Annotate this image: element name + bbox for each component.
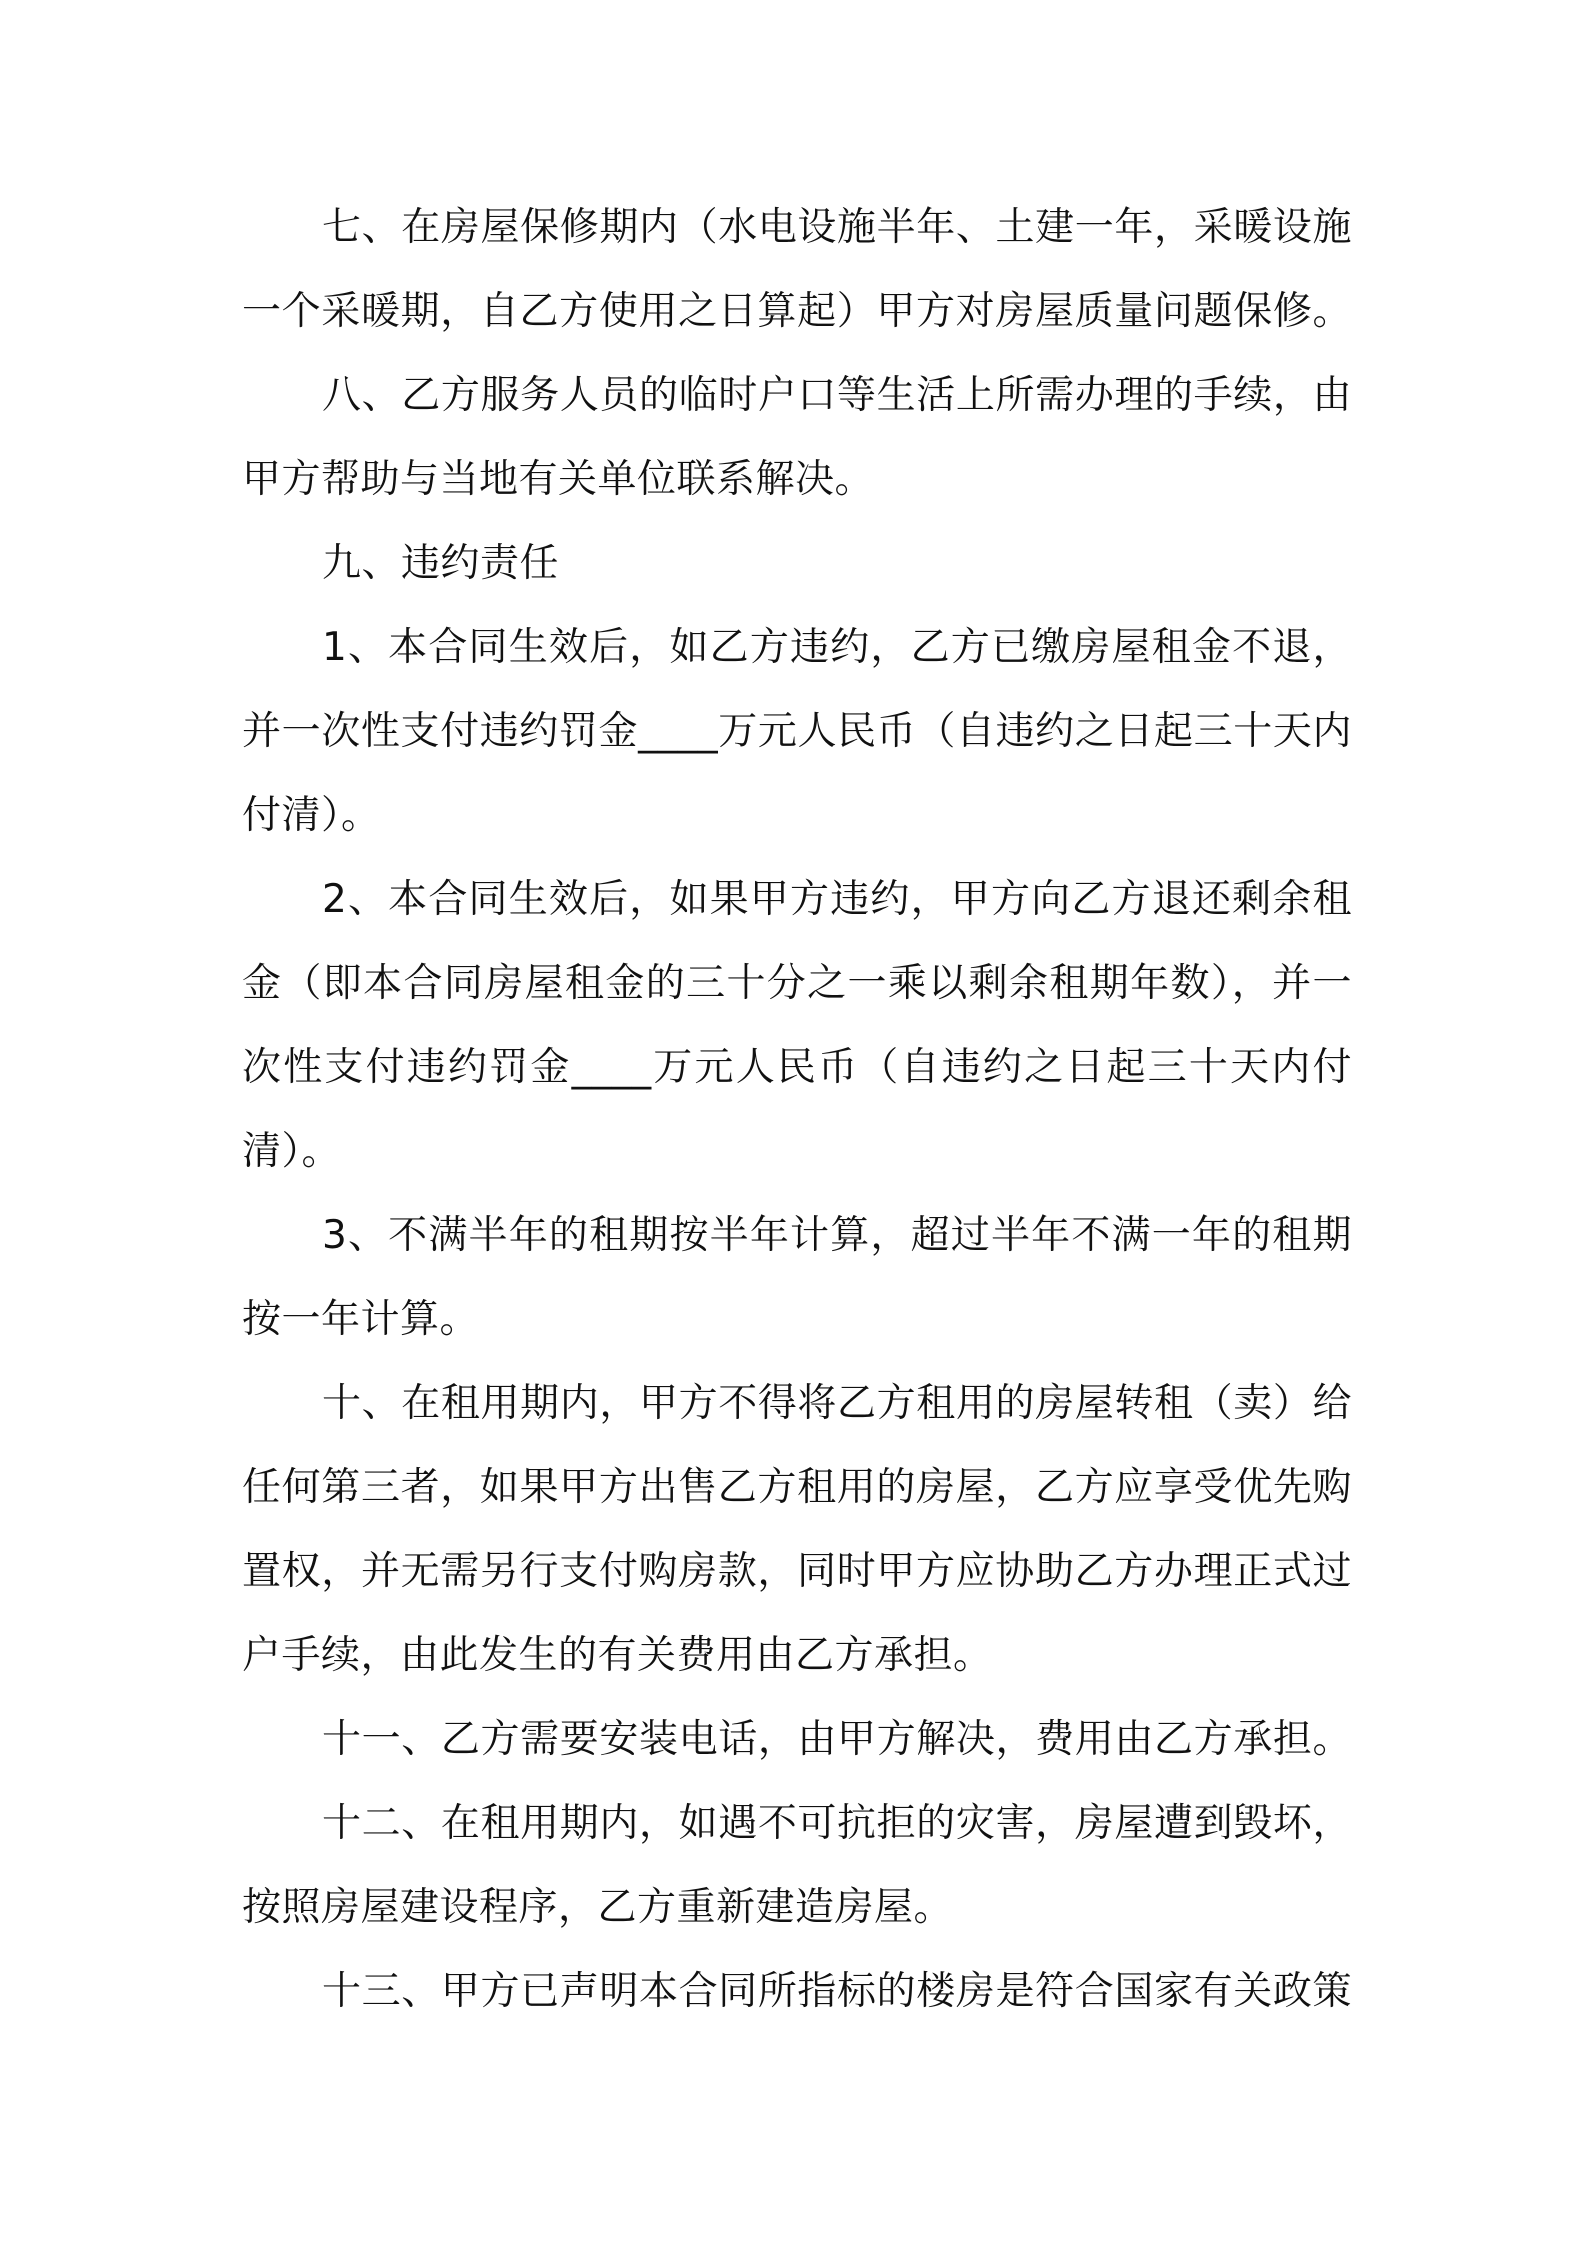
text-line: 八、乙方服务人员的临时户口等生活上所需办理的手续，由 <box>322 373 1352 418</box>
section-heading: 九、违约责任 <box>322 541 560 586</box>
text-line: 2、本合同生效后，如果甲方违约，甲方向乙方退还剩余租 <box>322 877 1352 922</box>
text-line: 次性支付违约罚金____万元人民币（自违约之日起三十天内付 <box>242 1045 1352 1090</box>
text-line: 任何第三者，如果甲方出售乙方租用的房屋，乙方应享受优先购 <box>242 1465 1352 1510</box>
text-line: 3、不满半年的租期按半年计算，超过半年不满一年的租期 <box>322 1213 1352 1258</box>
text-line: 清）。 <box>242 1129 342 1174</box>
text-line: 十一、乙方需要安装电话，由甲方解决，费用由乙方承担。 <box>322 1717 1352 1762</box>
text-line: 并一次性支付违约罚金____万元人民币（自违约之日起三十天内 <box>242 709 1352 754</box>
text-line: 十三、甲方已声明本合同所指标的楼房是符合国家有关政策 <box>322 1969 1352 2014</box>
text-line: 按一年计算。 <box>242 1297 480 1342</box>
text-line: 户手续，由此发生的有关费用由乙方承担。 <box>242 1633 993 1678</box>
text-line: 十二、在租用期内，如遇不可抗拒的灾害，房屋遭到毁坏， <box>322 1801 1352 1846</box>
text-line: 金（即本合同房屋租金的三十分之一乘以剩余租期年数），并一 <box>242 961 1352 1006</box>
text-line: 按照房屋建设程序，乙方重新建造房屋。 <box>242 1885 954 1930</box>
text-line: 1、本合同生效后，如乙方违约，乙方已缴房屋租金不退， <box>322 625 1352 670</box>
text-line: 付清）。 <box>242 793 381 838</box>
text-line: 十、在租用期内，甲方不得将乙方租用的房屋转租（卖）给 <box>322 1381 1352 1426</box>
text-line: 置权，并无需另行支付购房款，同时甲方应协助乙方办理正式过 <box>242 1549 1352 1594</box>
text-line: 甲方帮助与当地有关单位联系解决。 <box>242 457 875 502</box>
text-line: 一个采暖期，自乙方使用之日算起）甲方对房屋质量问题保修。 <box>242 289 1352 334</box>
text-line: 七、在房屋保修期内（水电设施半年、土建一年，采暖设施 <box>322 205 1352 250</box>
